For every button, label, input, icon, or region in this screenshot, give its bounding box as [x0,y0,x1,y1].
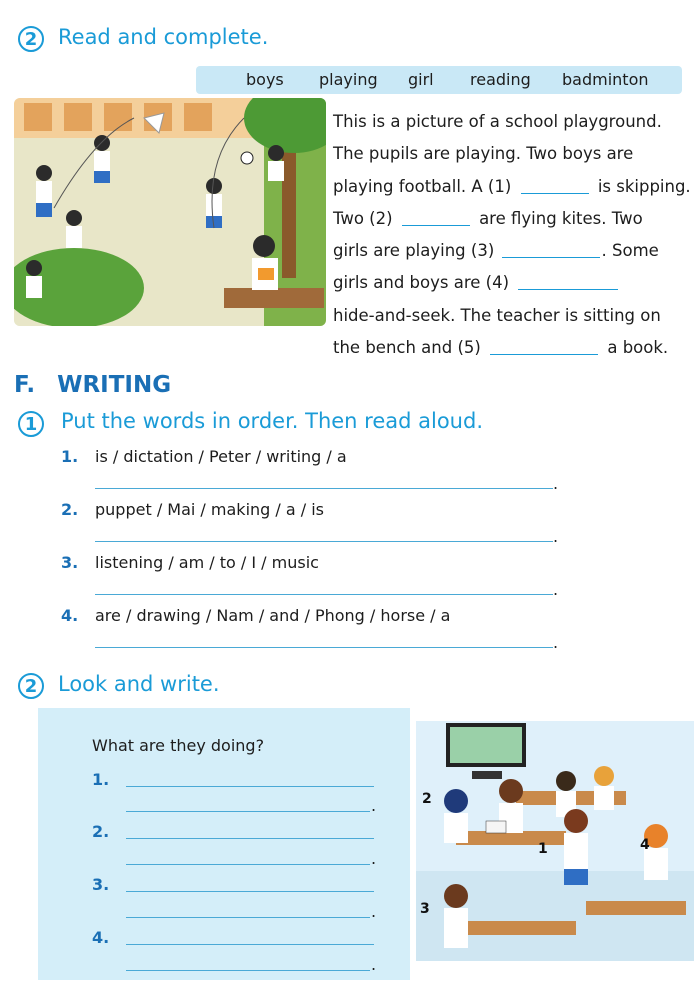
exercise-number-badge: 1 [18,411,44,437]
end-mark: . [553,580,559,599]
scrambled-sentence: listening / am / to / I / music [95,553,319,572]
word-bank-item: girl [408,70,434,89]
end-mark: . [371,902,377,921]
playground-illustration [14,98,326,326]
answer-line[interactable] [126,786,374,787]
question-number: 2. [92,822,110,841]
picture-label: 3 [420,901,430,917]
exercise-number-badge: 2 [18,673,44,699]
end-mark: . [553,527,559,546]
answer-line[interactable] [126,811,370,812]
passage-line: This is a picture of a school playground. [333,112,662,131]
word-bank-item: boys [246,70,284,89]
question-number: 4. [61,606,79,625]
answer-line[interactable] [126,944,374,945]
answer-line[interactable] [126,970,370,971]
look-write-title: Look and write. [58,672,220,696]
word-bank [196,66,682,94]
answer-line[interactable] [95,541,553,542]
question-number: 3. [61,553,79,572]
picture-label: 2 [422,791,432,807]
answer-line[interactable] [95,488,553,489]
answer-blank-4[interactable] [518,273,618,290]
question-number: 1. [92,770,110,789]
picture-label: 4 [640,837,650,853]
section-heading: F. WRITING [14,372,172,398]
passage-line: Two (2) are flying kites. Two [333,209,643,228]
answer-line[interactable] [126,864,370,865]
question-number: 1. [61,447,79,466]
put-order-title: Put the words in order. Then read aloud. [61,409,483,433]
end-mark: . [371,796,377,815]
scrambled-sentence: is / dictation / Peter / writing / a [95,447,347,466]
passage-line: playing football. A (1) is skipping. [333,177,691,196]
end-mark: . [371,955,377,974]
picture-label: 1 [538,841,548,857]
scrambled-sentence: are / drawing / Nam / and / Phong / horse / a [95,606,451,625]
answer-line[interactable] [126,917,370,918]
word-bank-item: playing [319,70,378,89]
end-mark: . [553,633,559,652]
passage-line: the bench and (5) a book. [333,338,669,357]
read-complete-title: Read and complete. [58,25,269,49]
answer-line[interactable] [95,647,553,648]
answer-blank-2[interactable] [402,209,470,226]
answer-line[interactable] [95,594,553,595]
look-write-question: What are they doing? [92,736,265,755]
question-number: 4. [92,928,110,947]
word-bank-item: badminton [562,70,649,89]
end-mark: . [371,849,377,868]
answer-blank-1[interactable] [521,177,589,194]
passage-line: girls are playing (3) . Some [333,241,659,260]
passage-line: hide-and-seek. The teacher is sitting on [333,306,661,325]
passage-line: The pupils are playing. Two boys are [333,144,634,163]
question-number: 3. [92,875,110,894]
word-bank-item: reading [470,70,531,89]
exercise-number-badge: 2 [18,26,44,52]
question-number: 2. [61,500,79,519]
classroom-illustration [416,721,694,961]
answer-line[interactable] [126,838,374,839]
answer-line[interactable] [126,891,374,892]
passage-line: girls and boys are (4) [333,273,622,292]
end-mark: . [553,474,559,493]
answer-blank-3[interactable] [502,241,600,258]
answer-blank-5[interactable] [490,338,598,355]
scrambled-sentence: puppet / Mai / making / a / is [95,500,325,519]
